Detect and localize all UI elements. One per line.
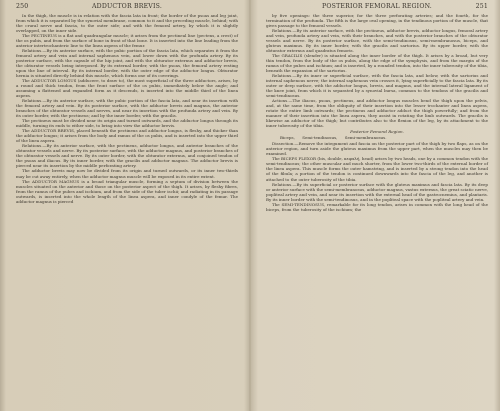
paragraph: Relations.—By its anterior surface, with the pectineus, adductor longus, and anterior branches of the obturator vessels and nerve. By its posterior surface, with the adductor magnus, and posterior branches of the obturator vessels and nerve. By its outer border, with the obturator externus, and conjoined tendon of the psoas and iliacus. By its inner border, with the gracilis and adductor magnus. The adductor brevis is pierced near its insertion by the middle perforating artery. <box>16 143 238 169</box>
left-body-text <box>16 13 238 409</box>
paragraph: Actions.—The iliacus, psoas, pectineus, and adductor longus muscles bend the thigh upon the pelvis, and, at the same time, from the obliquity of their insertion into the lesser trochanter and linea aspera, rotate the entire limb outwards; the pectineus and adductor adduct the thigh powerfully; and from the manner of their insertion into the linea aspera, they assist in rotating the limb outwards. The gracilis is likewise an adductor of the thigh; but contributes also to the flexion of the leg, by its attachment to the inner tuberosity of the tibia. <box>266 98 488 129</box>
muscle-list <box>266 135 488 140</box>
paragraph: by five openings: the three superior, for the three perforating arteries; and the fourth, for the termination of the profunda. The fifth is the large oval opening, in the tendinous portion of the muscle, that gives passage to the femoral vessels. <box>266 13 488 29</box>
paragraph: The adductor brevis may now be divided from its origin and turned outwards, or its inner two-thirds may be cut away entirely, when the adductor magnus muscle will be exposed in its entire extent. <box>16 168 238 179</box>
paragraph: The PECTINEUS is a flat and quadrangular muscle; it arises from the pectineal line (pectens, a crest) of the os pubis, and from the surface of bone in front of that bone. It is inserted into the line leading from the anterior intertrochanteric line to the linea aspera of the femur. <box>16 33 238 49</box>
left-page-number: 250 <box>16 3 29 10</box>
paragraph: Relations.—By its anterior surface, with the pubic portion of the fascia lata, and near its insertion with the femoral artery and vein. By its posterior surface, with the adductor brevis and magnus, the anterior branches of the obturator vessels and nerves, and near its insertion with the profunda artery and vein. By its outer border, with the pectineus; and by the inner border, with the gracilis. <box>16 98 238 119</box>
paragraph: The ADDUCTOR MAGNUS is a broad triangular muscle, forming a septum of division between the muscles situated on the anterior and those on the posterior aspect of the thigh. It arises, by fleshy fibres, from the ramus of the pubes and ischium, and from the side of the tuber ischii; and radiating in its passage outwards, is inserted into the whole length of the linea aspera, and inner condyle of the femur. The adductor magnus is pierced <box>16 178 238 204</box>
muscle-list-item: Semi-membranosus. <box>344 135 387 141</box>
right-running-title: POSTERIOR FEMORAL REGION. <box>322 3 432 10</box>
right-page <box>256 0 494 411</box>
paragraph: Dissection.—Remove the integument and fascia on the posterior part of the thigh by two flaps, as on the anterior region, and turn aside the gluteus maximus from the upper part, when the muscles may then be examined. <box>266 141 488 157</box>
paragraph: The GRACILIS (slender) is situated along the inner border of the thigh. It arises by a broad, but very thin tendon, from the body of the os pubis, along the edge of the symphysis, and from the margin of the ramus of the pubes and ischium; and is inserted, by a rounded tendon, into the inner tuberosity of the tibia, beneath the expansion of the sartorius. <box>266 53 488 74</box>
right-running-head <box>266 3 488 12</box>
section-heading: Posterior Femoral Region. <box>350 129 404 135</box>
muscle-list-item: Semi-tendinosus, <box>302 135 338 141</box>
right-page-number: 251 <box>475 3 488 10</box>
muscle-list-item: Biceps, <box>280 135 295 141</box>
paragraph: The ADDUCTOR BREVIS, placed beneath the pectineus and adductor longus, is fleshy, and thicker than the adductor longus; it arises from the body and ramus of the os pubis, and is inserted into the upper third of the linea aspera. <box>16 128 238 144</box>
paragraph: Relations.—By its superficial or posterior surface with the gluteus maximus and fascia lata. By its deep or anterior surface with the semi-membranosus, adductor magnus, vastus externus, the great sciatic nerve, popliteal artery and vein, and near its insertion with the external head of the gastrocnemius, and plantaris. By its inner border with the semi-tendinosus, and in the popliteal space with the popliteal artery and vein. <box>266 181 488 202</box>
paragraph: Relations.—By its anterior surface, with the pectineus, adductor brevis, adductor longus, femoral artery and vein, profunda artery and vein, with their branches, and with the posterior branches of the obturator vessels and nerve. By its posterior surface, with the semi-tendinosus, semi-membranosus, biceps, and gluteus maximus. By its inner border, with the gracilis and sartorius. By its upper border, with the obturator externus and quadratus femoris. <box>266 28 488 54</box>
paragraph: The pectineus must be divided near its origin and turned outwards, and the adductor longus through its middle, turning its ends to either side, to bring into view the adductor brevis. <box>16 118 238 129</box>
paragraph: The SEMI-TENDINOSUS, remarkable for its long tendon, arises in common with the long head of the biceps, from the tuberosity of the ischium; the <box>266 201 488 212</box>
left-running-title: ADDUCTOR BREVIS. <box>92 3 162 10</box>
paragraph: The ADDUCTOR LONGUS (adducere, to draw to), the most superficial of the three adductors, arises, by a round and thick tendon, from the front surface of the os pubis, immediately below the angle; and assuming a flattened and expanded form as it descends, is inserted into the middle third of the linea aspera. <box>16 78 238 99</box>
paragraph: Relations.—By its inner or superficial surface, with the fascia lata, and below, with the sartorius and internal saphenous nerve; the internal saphenous vein crosses it, lying superficially to the fascia lata. By its outer or deep surface, with the adductor longus, brevis, and magnus, and the internal lateral ligament of the knee joint, from which it is separated by a synovial bursa, common to the tendons of the gracilis and semi-tendinosus. <box>266 73 488 99</box>
left-page <box>6 0 244 411</box>
paragraph: Relations.—By its anterior surface, with the pubic portion of the fascia lata, which separates it from the femoral artery and vein and internal saphenous vein, and lower down with the profunda artery. By its posterior surface, with the capsule of the hip joint, and with the obturator externus and adductor brevis, the obturator vessels being interposed. By its external border, with the psoas, the femoral artery resting upon the line of interval. By its internal border, with the outer edge of the adductor longus. Obturator hernia is situated directly behind this muscle, which forms one of its coverings. <box>16 48 238 79</box>
paragraph: The BICEPS FLEXOR (bis, double, κεφαλή, head) arises by two heads, one by a common tendon with the semi-tendinosus; the other muscular and much shorter, from the lower two-thirds of the external border of the linea aspera. This muscle forms the outer hamstring, and is inserted by a strong tendon into the head of the fibula; a portion of the tendon is continued downwards into the fascia of the leg, and another is attached to the outer tuberosity of the tibia. <box>266 156 488 182</box>
left-running-head <box>16 3 238 12</box>
paragraph: In the thigh, the muscle is in relation with the fascia lata in front; the border of the psoas and leg joint, from which it is separated by the synovial membrane, common to it and the preceding muscle, behind; with the crural nerve and fascia, to the outer side; and with the femoral artery, by which it is slightly overlapped, on the inner side. <box>16 13 238 34</box>
right-body-text <box>266 13 488 409</box>
